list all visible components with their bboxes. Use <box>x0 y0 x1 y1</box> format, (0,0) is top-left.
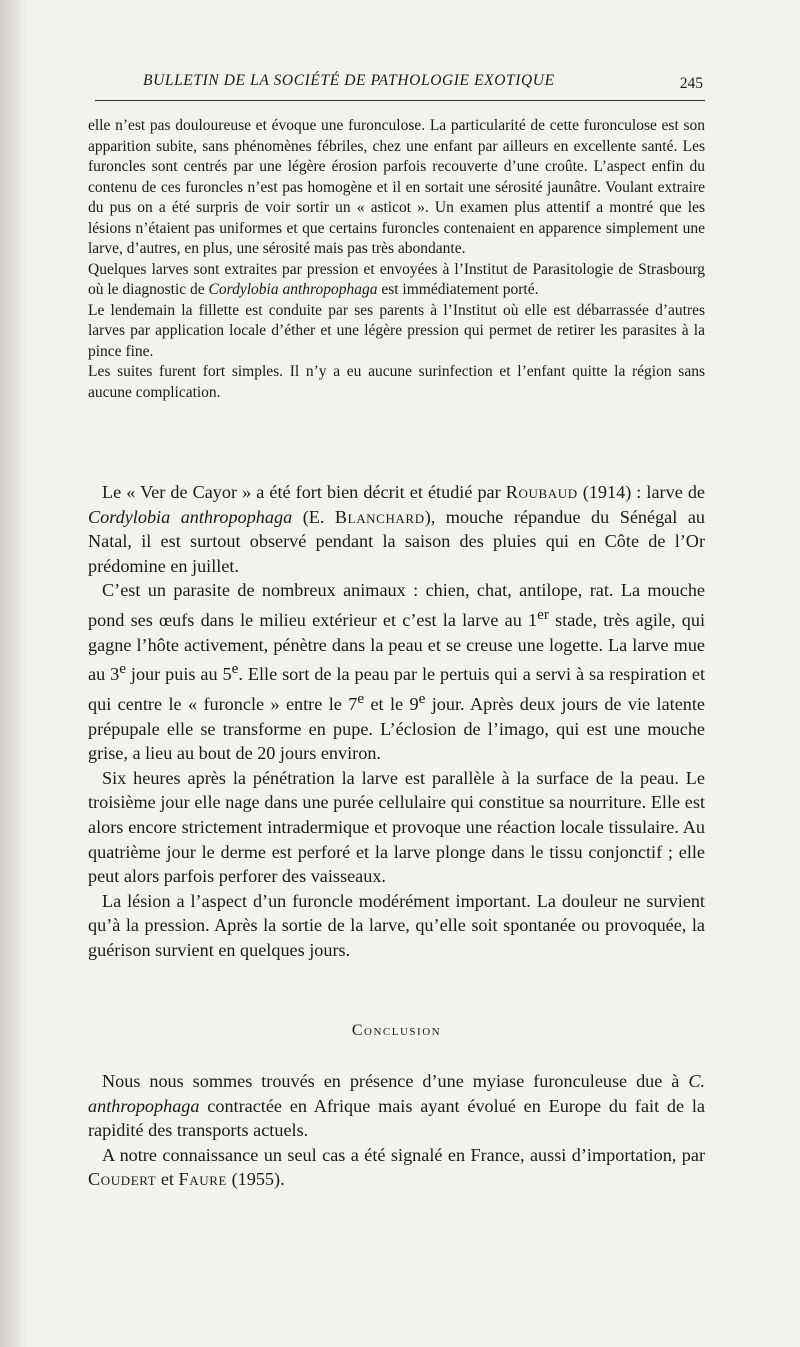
concl-p2-text-b: et <box>156 1169 179 1190</box>
superscript: e <box>231 660 239 678</box>
case-paragraph-4: Les suites furent fort simples. Il n’y a eu aucune surinfection et l’enfant quitte la région sans aucune complication. <box>88 363 705 401</box>
discussion-paragraph-3: Six heures après la pénétration la larve est parallèle à la surface de la peau. Le troisième jour elle nage dans une purée cellulaire qui constitue sa nourriture. Elle est alors encore strictement intradermique et provoque une réaction locale tissulaire. Au quatrième jour le derme est perforé et la larve plonge dans le tissu conjonctif ; elle peut alors parfois perforer des vaisseaux. <box>88 767 705 887</box>
page-number: 245 <box>679 75 703 92</box>
superscript: er <box>537 605 549 623</box>
concl-p1-text-a: Nous nous sommes trouvés en présence d’une myiase furonculeuse due à <box>102 1071 689 1091</box>
case-p2-text-a: Quelques larves sont extraites par pression et envoyées à l’Institut de Parasitologie de Strasbourg où le diagnostic de <box>88 260 705 298</box>
discussion-paragraph-4: La lésion a l’aspect d’un furoncle modérément important. La douleur ne survient qu’à la pression. Après la sortie de la larve, qu’elle soit spontanée ou provoquée, la guérison survient en quelques jours. <box>88 890 705 960</box>
page-header <box>95 70 705 101</box>
species-name: C. anthropophaga <box>88 1071 705 1116</box>
species-name: Cordylobia anthropophaga <box>88 506 293 527</box>
disc-p1-text-c: (E. <box>292 506 335 527</box>
case-report-section <box>88 116 705 403</box>
discussion-paragraph-1 <box>88 480 705 578</box>
concl-p1-text-b: contractée en Afrique mais ayant évolué en Europe du fait de la rapidité des transports actuels. <box>88 1095 705 1141</box>
superscript: e <box>119 660 126 678</box>
disc-p2-text-a: C’est un parasite de nombreux animaux : chien, chat, antilope, rat. La mouche pond ses œufs dans le milieu extérieur et c’est la larve au 1 <box>88 580 705 631</box>
author-roubaud: Roubaud <box>505 482 578 502</box>
author-coudert: Coudert <box>88 1169 157 1190</box>
disc-p1-text-d: ), mouche répandue du Sénégal au Natal, il est surtout observé pendant la saison des pluies qui en Côte de l’Or prédomine en juillet. <box>88 506 705 576</box>
author-faure: Faure <box>178 1169 228 1190</box>
disc-p2-text-c: jour puis au 5 <box>125 664 232 685</box>
discussion-paragraph-2 <box>88 578 705 765</box>
case-paragraph-2 <box>88 260 705 301</box>
running-title: BULLETIN DE LA SOCIÉTÉ DE PATHOLOGIE EXOTIQUE <box>143 72 555 89</box>
disc-p2-text-b: stade, très agile, qui gagne l’hôte activement, pénètre dans la peau et se creuse une logette. La larve mue au 3 <box>88 610 705 685</box>
species-name: Cordylobia anthropophaga <box>208 281 378 298</box>
disc-p2-text-f: jour. Après deux jours de vie latente prépupale elle se transforme en pupe. L’éclosion de l’imago, qui est une mouche grise, a lieu au bout de 20 jours environ. <box>88 693 705 764</box>
conclusion-paragraph-2 <box>88 1143 705 1192</box>
concl-p2-text-a: A notre connaissance un seul cas a été signalé en France, aussi d’importation, par <box>102 1144 705 1165</box>
author-blanchard: Blanchard <box>334 506 425 527</box>
case-paragraph-3: Le lendemain la fillette est conduite par ses parents à l’Institut où elle est débarrassée d’autres larves par application locale d’éther et une légère pression qui permet de retirer les parasites à la pince fine. <box>88 301 705 360</box>
conclusion-heading: Conclusion <box>351 1022 442 1039</box>
discussion-section <box>88 480 705 962</box>
concl-p2-text-c: (1955). <box>227 1169 285 1190</box>
disc-p2-text-e: et le 9 <box>364 693 419 714</box>
superscript: e <box>357 689 365 707</box>
scan-edge-shadow <box>0 0 28 1347</box>
disc-p2-text-d: . Elle sort de la peau par le pertuis qui a servi à sa respiration et qui centre le « furoncle » entre le 7 <box>88 664 705 714</box>
conclusion-section <box>88 1069 705 1192</box>
case-paragraph-1: elle n’est pas douloureuse et évoque une furonculose. La particularité de cette furonculose est son apparition subite, sans phénomènes fébriles, chez une enfant par ailleurs en excellente santé. Les furoncles sont centrés par une légère érosion parfois recouverte d’une croûte. L’aspect enfin du contenu de ces furoncles n’est pas homogène et il en sortait une sérosité jaunâtre. Voulant extraire du pus on a été surpris de voir sortir un « asticot ». Un examen plus attentif a montré que les lésions n’étaient pas uniformes et que certains furoncles contenaient en apparence simplement une larve, d’autres, en plus, une sérosité mais pas très abondante. <box>88 117 705 257</box>
case-p2-text-b: est immédiatement porté. <box>377 281 539 298</box>
disc-p1-text-b: (1914) : larve de <box>577 482 705 502</box>
conclusion-paragraph-1 <box>88 1069 705 1143</box>
disc-p1-text-a: Le « Ver de Cayor » a été fort bien décrit et étudié par <box>102 482 506 502</box>
superscript: e <box>418 689 426 707</box>
